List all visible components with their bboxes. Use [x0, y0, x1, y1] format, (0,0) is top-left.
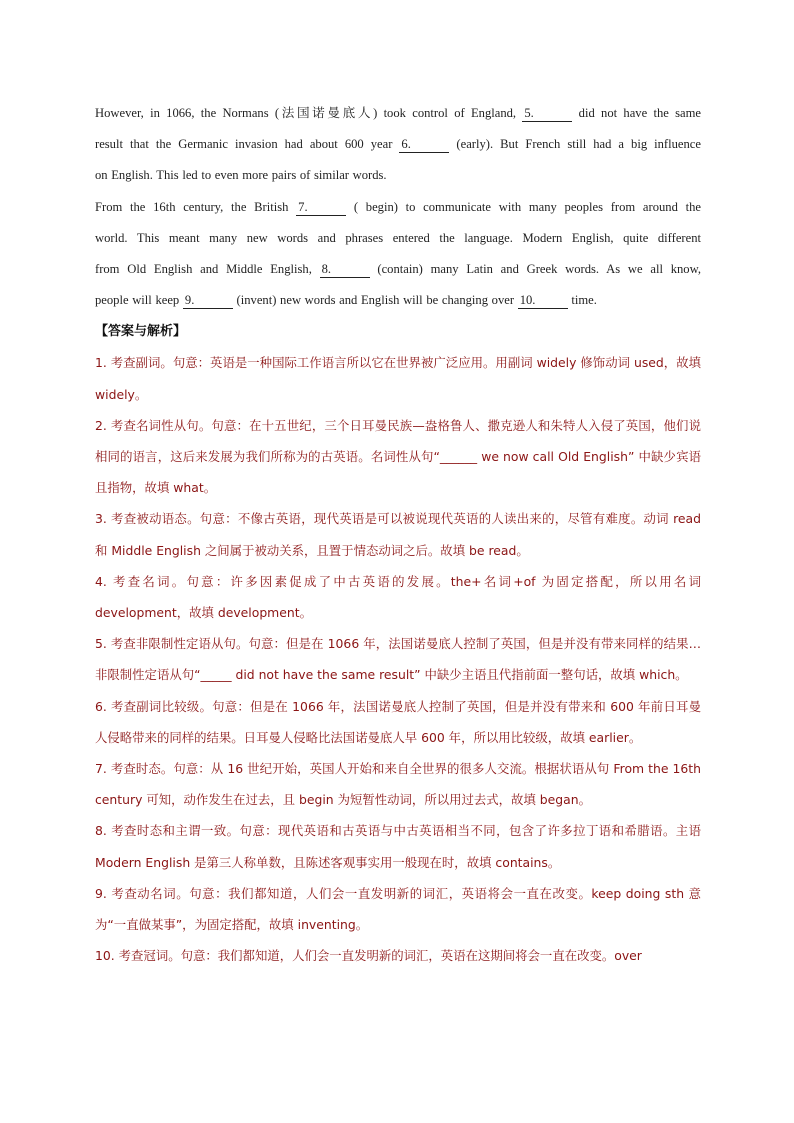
- answer-explanation: 1. 考查副词。句意：英语是一种国际工作语言所以它在世界被广泛应用。用副词 widely 修饰动词 used，故填 widely。: [95, 355, 701, 402]
- answer-blank: 10.: [518, 293, 568, 309]
- passage-text: from Old English and Middle English,: [95, 262, 320, 277]
- document-page: [95, 98, 701, 971]
- passage-text: (early). But French still had a big influence: [449, 137, 701, 152]
- passage-line: [95, 223, 701, 254]
- answer-blank: 8.: [320, 262, 370, 278]
- passage-line: [95, 129, 701, 160]
- answer-explanation: 6. 考查副词比较级。句意：但是在 1066 年，法国诺曼底人控制了英国，但是并没有带来和 600 年前日耳曼人侵略带来的同样的结果。日耳曼人侵略比法国诺曼底人早 600 年，所以用比较级，故填 earlier。: [95, 698, 701, 745]
- passage-text: However, in 1066, the Normans (法国诺曼底人) took control of England,: [95, 106, 523, 120]
- answer-title: 【答案与解析】: [95, 324, 187, 340]
- answer-explanation: 7. 考查时态。句意：从 16 世纪开始，英国人开始和来自全世界的很多人交流。根据状语从句 From the 16th century 可知，动作发生在过去，且 begin 为短暂性动词，所以用过去式，故填 began。: [95, 761, 701, 808]
- passage-text: time.: [567, 293, 597, 308]
- passage-line: [95, 192, 701, 223]
- answer-list: [95, 347, 701, 971]
- answer-explanation: 10. 考查冠词。句意：我们都知道，人们会一直发明新的词汇，英语在这期间将会一直在改变。over: [95, 948, 642, 964]
- answer-blank: 6.: [399, 137, 449, 153]
- answer-explanation: 4. 考查名词。句意：许多因素促成了中古英语的发展。the+名词+of 为固定搭配，所以用名词 development，故填 development。: [95, 573, 701, 621]
- passage-text: result that the Germanic invasion had about 600 year: [95, 137, 400, 152]
- answer-explanation: 2. 考查名词性从句。句意：在十五世纪，三个日耳曼民族—盎格鲁人、撒克逊人和朱特人入侵了英国，他们说相同的语言，这后来发展为我们所称为的古英语。名词性从句“______ we now call Old English” 中缺少宾语且指物，故填 what。: [95, 417, 701, 496]
- passage-text: (contain) many Latin and Greek words. As we all know,: [369, 262, 702, 277]
- passage-text: on English. This led to even more pairs of similar words.: [95, 168, 387, 183]
- answer-blank: 9.: [183, 293, 233, 309]
- passage-line: [95, 160, 701, 191]
- answer-blank: 5.: [522, 106, 572, 122]
- passage-text: ( begin) to communicate with many peoples from around the: [346, 199, 701, 214]
- passage-line: [95, 98, 701, 129]
- answer-blank: 7.: [296, 200, 346, 216]
- passage-text: world. This meant many new words and phrases entered the language. Modern English, quite different: [95, 230, 701, 245]
- passage-line: [95, 254, 701, 285]
- answer-explanation: 5. 考查非限制性定语从句。句意：但是在 1066 年，法国诺曼底人控制了英国，但是并没有带来同样的结果…非限制性定语从句“_____ did not have the same result” 中缺少主语且代指前面一整句话，故填 which。: [95, 636, 701, 683]
- passage-text: did not have the same: [572, 106, 702, 120]
- passage-line: [95, 285, 701, 316]
- answer-explanation: 8. 考查时态和主谓一致。句意：现代英语和古英语与中古英语相当不同，包含了许多拉丁语和希腊语。主语 Modern English 是第三人称单数，且陈述客观事实用一般现在时，故填 contains。: [95, 823, 701, 870]
- passage: [95, 98, 701, 316]
- passage-text: people will keep: [95, 293, 183, 308]
- passage-text: From the 16th century, the British: [95, 199, 297, 214]
- answer-explanation: 3. 考查被动语态。句意：不像古英语，现代英语是可以被说现代英语的人读出来的，尽管有难度。动词 read 和 Middle English 之间属于被动关系，且置于情态动词之后。故填 be read。: [95, 511, 701, 558]
- answer-explanation: 9. 考查动名词。句意：我们都知道，人们会一直发明新的词汇，英语将会一直在改变。keep doing sth 意为“一直做某事”，为固定搭配，故填 inventing。: [95, 885, 701, 933]
- passage-text: (invent) new words and English will be changing over: [232, 293, 518, 308]
